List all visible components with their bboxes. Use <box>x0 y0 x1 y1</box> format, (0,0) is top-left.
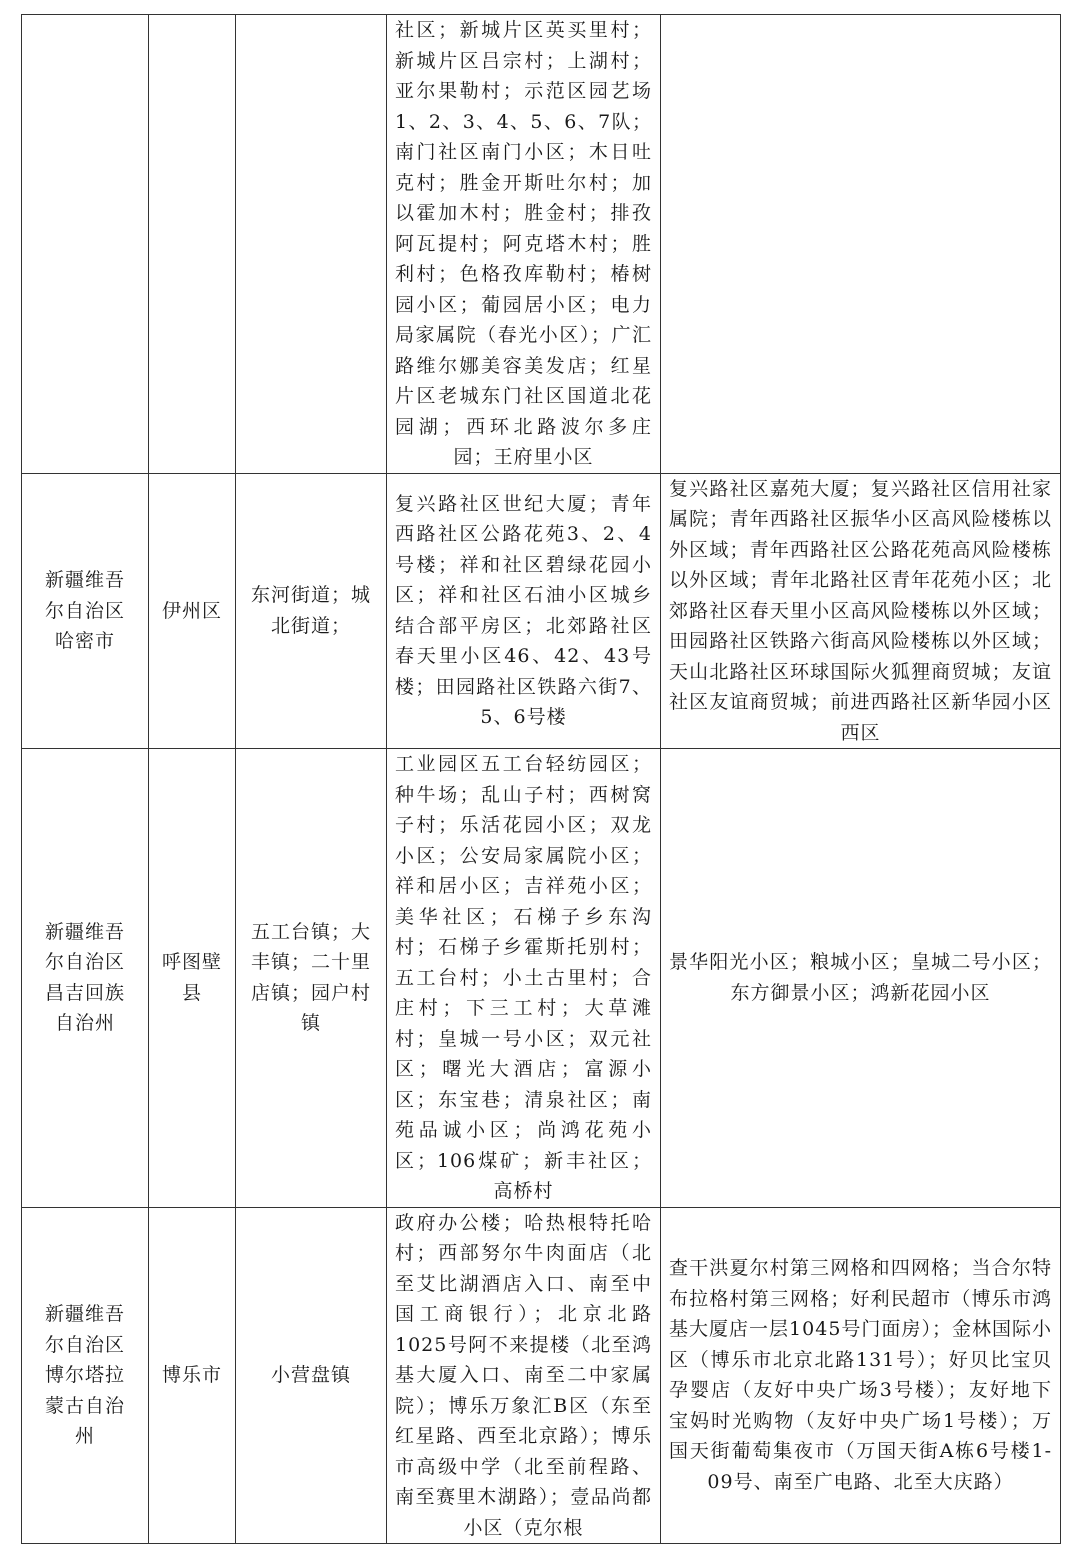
table-row <box>22 749 1061 1208</box>
medium-risk-area-cell: 景华阳光小区；粮城小区；皇城二号小区；东方御景小区；鸿新花园小区 <box>661 749 1061 1208</box>
high-risk-area-cell: 政府办公楼；哈热根特托哈村；西部努尔牛肉面店（北至艾比湖酒店入口、南至中国工商银行）；北京北路1025号阿不来提楼（北至鸿基大厦入口、南至二中家属院）；博乐万象汇B区（东至红星路、西至北京路）；博乐市高级中学（北至前程路、南至赛里木湖路）；壹品尚都小区（克尔根 <box>387 1207 661 1544</box>
district-cell: 伊州区 <box>149 473 236 749</box>
street-cell <box>236 15 387 474</box>
street-cell: 东河街道；城北街道； <box>236 473 387 749</box>
region-cell: 新疆维吾尔自治区博尔塔拉蒙古自治州 <box>22 1207 149 1544</box>
region-cell: 新疆维吾尔自治区哈密市 <box>22 473 149 749</box>
table-row <box>22 1207 1061 1544</box>
table-row <box>22 15 1061 474</box>
district-cell: 呼图壁县 <box>149 749 236 1208</box>
district-cell: 博乐市 <box>149 1207 236 1544</box>
high-risk-area-cell: 复兴路社区世纪大厦；青年西路社区公路花苑3、2、4号楼；祥和社区碧绿花园小区；祥和社区石油小区城乡结合部平房区；北郊路社区春天里小区46、42、43号楼；田园路社区铁路六街7、5、6号楼 <box>387 473 661 749</box>
region-cell <box>22 15 149 474</box>
table-row <box>22 473 1061 749</box>
district-cell <box>149 15 236 474</box>
medium-risk-area-cell: 查干洪夏尔村第三网格和四网格；当合尔特布拉格村第三网格；好利民超市（博乐市鸿基大厦店一层1045号门面房）；金林国际小区（博乐市北京北路131号）；好贝比宝贝孕婴店（友好中央广场3号楼）；友好地下宝妈时光购物（友好中央广场1号楼）；万国天街葡萄集夜市（万国天街A栋6号楼1-09号、南至广电路、北至大庆路） <box>661 1207 1061 1544</box>
medium-risk-area-cell <box>661 15 1061 474</box>
risk-area-table <box>21 14 1061 1544</box>
region-cell: 新疆维吾尔自治区昌吉回族自治州 <box>22 749 149 1208</box>
medium-risk-area-cell: 复兴路社区嘉苑大厦；复兴路社区信用社家属院；青年西路社区振华小区高风险楼栋以外区域；青年西路社区公路花苑高风险楼栋以外区域；青年北路社区青年花苑小区；北郊路社区春天里小区高风险楼栋以外区域；田园路社区铁路六街高风险楼栋以外区域；天山北路社区环球国际火狐狸商贸城；友谊社区友谊商贸城；前进西路社区新华园小区西区 <box>661 473 1061 749</box>
street-cell: 五工台镇；大丰镇；二十里店镇；园户村镇 <box>236 749 387 1208</box>
high-risk-area-cell: 工业园区五工台轻纺园区；种牛场；乱山子村；西树窝子村；乐活花园小区；双龙小区；公安局家属院小区；祥和居小区；吉祥苑小区；美华社区；石梯子乡东沟村；石梯子乡霍斯托别村；五工台村；小土古里村；合庄村；下三工村；大草滩村；皇城一号小区；双元社区；曙光大酒店；富源小区；东宝巷；清泉社区；南苑品诚小区；尚鸿花苑小区；106煤矿；新丰社区；高桥村 <box>387 749 661 1208</box>
high-risk-area-cell: 社区；新城片区英买里村；新城片区吕宗村；上湖村；亚尔果勒村；示范区园艺场1、2、3、4、5、6、7队；南门社区南门小区；木日吐克村；胜金开斯吐尔村；加以霍加木村；胜金村；排孜阿瓦提村；阿克塔木村；胜利村；色格孜库勒村；椿树园小区；葡园居小区；电力局家属院（春光小区）；广汇路维尔娜美容美发店；红星片区老城东门社区国道北花园湖；西环北路波尔多庄园；王府里小区 <box>387 15 661 474</box>
street-cell: 小营盘镇 <box>236 1207 387 1544</box>
